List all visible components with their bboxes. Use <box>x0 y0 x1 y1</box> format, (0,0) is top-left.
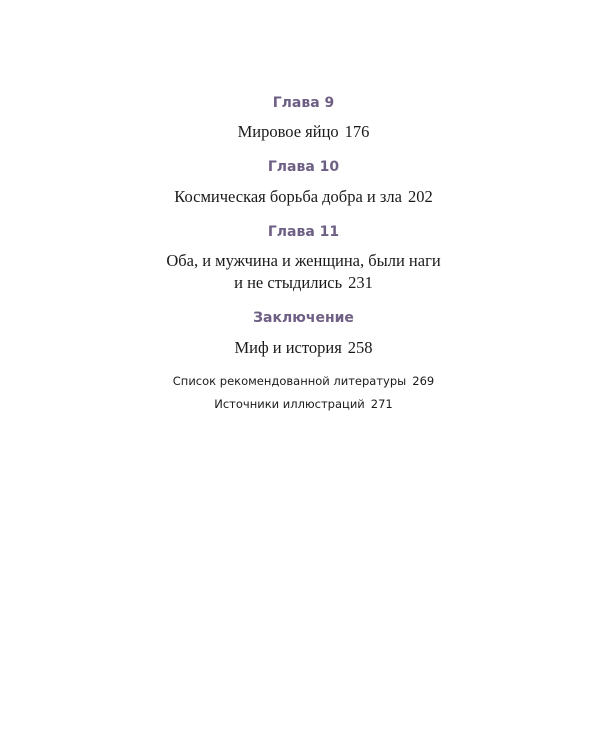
entry-title: Миф и история <box>234 338 342 357</box>
entry-title-line-1: Оба, и мужчина и женщина, были наги <box>166 251 441 270</box>
entry-title: Источники иллюстраций <box>214 397 365 411</box>
toc-entry[interactable] <box>0 186 607 208</box>
chapter-heading: Глава 10 <box>267 159 340 175</box>
entry-title: Список рекомендованной литературы <box>172 374 407 388</box>
toc-entry[interactable] <box>0 337 607 359</box>
back-matter-entry[interactable] <box>0 373 607 389</box>
entry-page-number: 271 <box>370 397 393 411</box>
entry-page-number: 176 <box>344 122 370 141</box>
toc-entry[interactable] <box>0 250 607 294</box>
entry-title: Мировое яйцо <box>237 122 339 141</box>
entry-title-line-2: и не стыдились <box>234 273 343 292</box>
entry-page-number: 269 <box>412 374 435 388</box>
entry-page-number: 258 <box>347 338 373 357</box>
entry-title: Космическая борьба добра и зла <box>174 187 402 206</box>
entry-page-number: 231 <box>348 273 373 292</box>
entry-page-number: 202 <box>407 187 433 206</box>
conclusion-heading: Заключение <box>253 310 354 326</box>
toc-entry[interactable] <box>0 121 607 143</box>
back-matter-entry[interactable] <box>0 396 607 412</box>
chapter-heading: Глава 9 <box>272 95 335 111</box>
chapter-heading: Глава 11 <box>267 224 340 240</box>
